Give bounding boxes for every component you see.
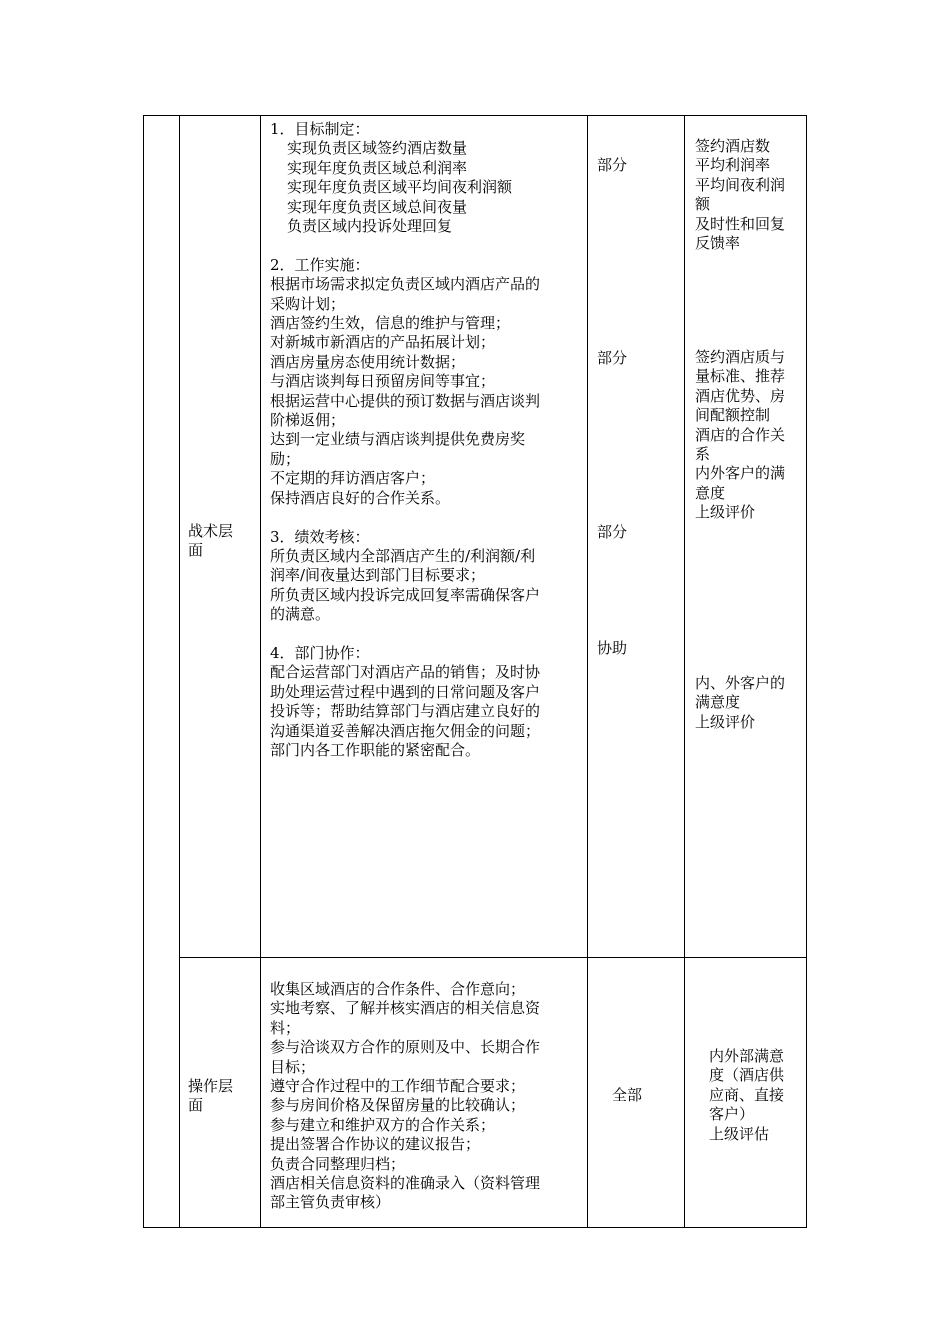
content-line: 对新城市新酒店的产品拓展计划； — [270, 333, 496, 352]
content-line: 阶梯返佣； — [270, 411, 346, 430]
content-line: 润率/间夜量达到部门目标要求； — [270, 566, 486, 585]
table-divider-col1 — [179, 115, 180, 1228]
content-line: 酒店签约生效，信息的维护与管理； — [270, 314, 511, 333]
content-line: 实现年度负责区域总间夜量 — [287, 197, 468, 216]
content-line: 达到一定业绩与酒店谈判提供免费房奖 — [270, 430, 526, 449]
content-line: 参与洽谈双方合作的原则及中、长期合作 — [270, 1038, 541, 1057]
content-line: 助处理运营过程中遇到的日常问题及客户 — [270, 682, 541, 701]
content-line: 部主管负责审核） — [270, 1193, 391, 1212]
table-divider-col2 — [260, 115, 261, 1228]
operational-indicators: 内外部满意 度（酒店供 应商、直接 客户） 上级评估 — [709, 1047, 785, 1143]
content-line — [270, 508, 540, 527]
operational-content — [270, 980, 540, 1213]
content-line: 实现负责区域签约酒店数量 — [287, 139, 468, 158]
content-line: 提出签署合作协议的建议报告； — [270, 1135, 481, 1154]
tactical-authority-1: 部分 — [597, 156, 628, 174]
content-line: 与酒店谈判每日预留房间等事宜； — [270, 372, 496, 391]
content-line: 部门内各工作职能的紧密配合。 — [270, 740, 481, 759]
tactical-authority-2: 部分 — [597, 349, 628, 367]
content-line: 实地考察、了解并核实酒店的相关信息资 — [270, 999, 541, 1018]
content-line: 励； — [270, 449, 301, 468]
content-line: 保持酒店良好的合作关系。 — [270, 488, 451, 507]
operational-level-label: 操作层 面 — [188, 1077, 234, 1115]
table-border-bottom — [143, 1227, 807, 1228]
content-line: 酒店房量房态使用统计数据； — [270, 352, 466, 371]
content-line: 负责合同整理归档； — [270, 1154, 406, 1173]
content-line: 收集区域酒店的合作条件、合作意向； — [270, 980, 526, 998]
content-line: 实现年度负责区域平均间夜利润额 — [287, 178, 513, 197]
content-line: 采购计划； — [270, 294, 346, 313]
table-border-top — [143, 115, 807, 116]
content-line — [270, 625, 540, 644]
tactical-indicators-2: 签约酒店质与 量标准、推荐 酒店优势、房 间配额控制 酒店的合作关 系 内外客户的满 意度 上级评价 — [695, 348, 786, 522]
content-line — [270, 236, 540, 255]
tactical-authority-4: 协助 — [597, 639, 628, 657]
content-line: 料； — [270, 1018, 301, 1037]
table-divider-col4 — [684, 115, 685, 1228]
content-line: 所负责区域内全部酒店产生的/利润额/利 — [270, 546, 536, 565]
content-line: 根据运营中心提供的预订数据与酒店谈判 — [270, 391, 541, 410]
content-line: 参与建立和维护双方的合作关系； — [270, 1115, 496, 1134]
tactical-authority-3: 部分 — [597, 523, 628, 541]
content-line: 实现年度负责区域总利润率 — [287, 158, 468, 177]
table-border-right — [806, 115, 807, 1228]
content-line: 投诉等；帮助结算部门与酒店建立良好的 — [270, 702, 541, 721]
content-line: 4．部门协作： — [270, 643, 370, 662]
content-line: 3．绩效考核： — [270, 527, 370, 546]
content-line: 酒店相关信息资料的准确录入（资料管理 — [270, 1174, 541, 1193]
tactical-indicators-1: 签约酒店数 平均利润率 平均间夜利润 额 及时性和回复 反馈率 — [695, 137, 786, 253]
content-line: 参与房间价格及保留房量的比较确认； — [270, 1096, 526, 1115]
table-divider-col3 — [587, 115, 588, 1228]
operational-authority: 全部 — [612, 1086, 643, 1104]
content-line: 根据市场需求拟定负责区域内酒店产品的 — [270, 275, 541, 294]
content-line: 遵守合作过程中的工作细节配合要求； — [270, 1077, 526, 1096]
content-line: 沟通渠道妥善解决酒店拖欠佣金的问题； — [270, 721, 541, 740]
tactical-indicators-3: 内、外客户的 满意度 上级评价 — [695, 674, 786, 731]
tactical-level-label: 战术层 面 — [188, 522, 234, 560]
content-line: 1．目标制定： — [270, 120, 370, 138]
table-row-divider — [179, 957, 807, 958]
content-line: 2．工作实施： — [270, 255, 370, 274]
content-line: 所负责区域内投诉完成回复率需确保客户 — [270, 585, 541, 604]
content-line: 的满意。 — [270, 605, 331, 624]
content-line: 目标； — [270, 1057, 316, 1076]
content-line: 负责区域内投诉处理回复 — [287, 217, 453, 236]
content-line: 配合运营部门对酒店产品的销售；及时协 — [270, 663, 541, 682]
table-border-left — [143, 115, 144, 1228]
content-line: 不定期的拜访酒店客户； — [270, 469, 436, 488]
tactical-content — [270, 120, 540, 760]
